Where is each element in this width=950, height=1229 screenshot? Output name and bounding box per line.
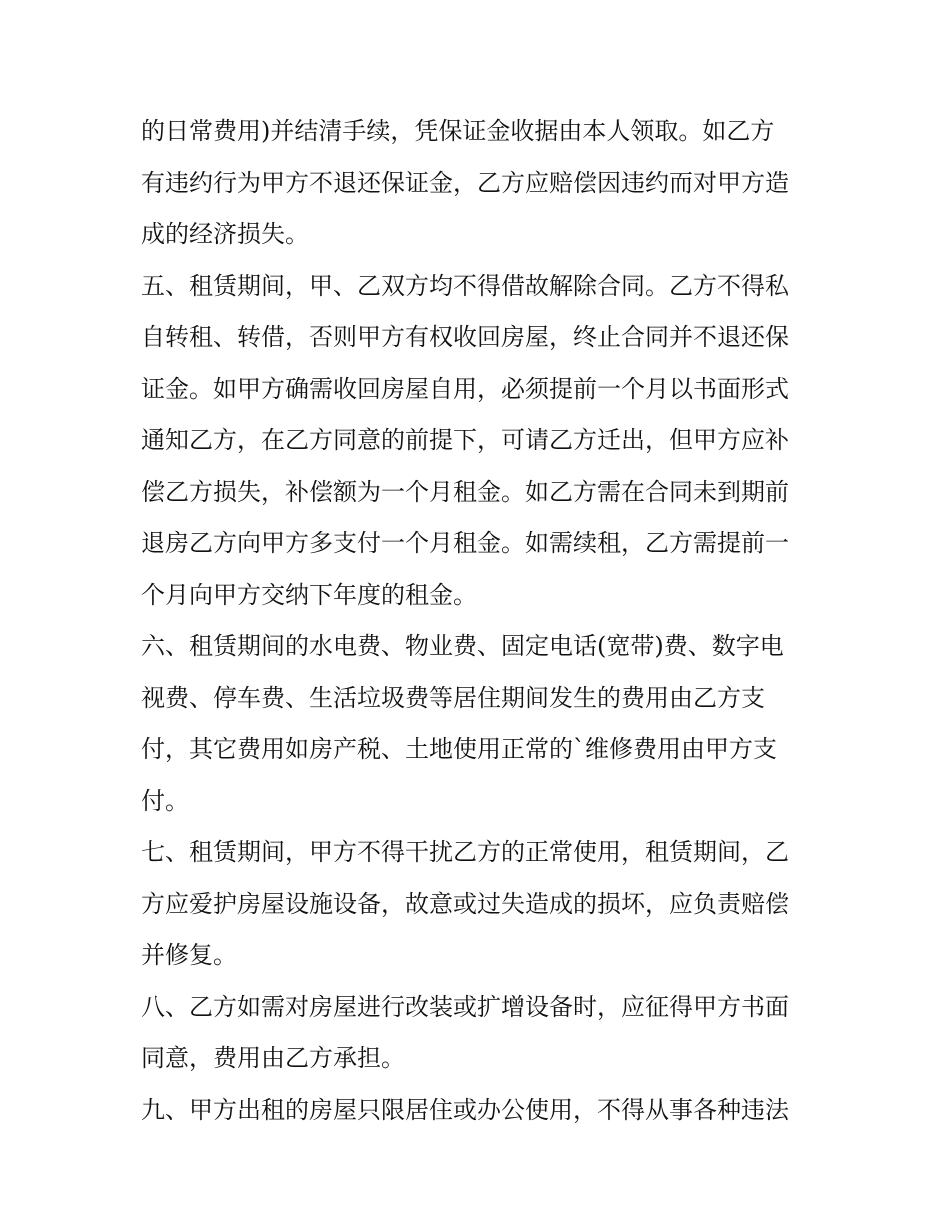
text-line: 偿乙方损失，补偿额为一个月租金。如乙方需在合同未到期前 [141, 477, 789, 506]
clause-6-line: 六、租赁期间的水电费、物业费、固定电话(宽带)费、数字电 [141, 632, 784, 660]
clause-8-line: 八、乙方如需对房屋进行改装或扩增设备时，应征得甲方书面 [141, 992, 789, 1021]
text-line: 付。 [141, 786, 189, 815]
text-line: 退房乙方向甲方多支付一个月租金。如需续租，乙方需提前一 [141, 529, 789, 557]
clause-7-line: 七、租赁期间，甲方不得干扰乙方的正常使用，租赁期间，乙 [141, 838, 789, 866]
text-line: 方应爱护房屋设施设备，故意或过失造成的损坏，应负责赔偿 [141, 889, 789, 918]
text-line: 成的经济损失。 [141, 220, 309, 248]
text-line: 有违约行为甲方不退还保证金，乙方应赔偿因违约而对甲方造 [141, 168, 789, 197]
text-line: 自转租、转借，否则甲方有权收回房屋，终止合同并不退还保 [141, 323, 789, 351]
text-line: 个月向甲方交纳下年度的租金。 [141, 580, 477, 609]
text-line: 并修复。 [141, 941, 237, 969]
text-line: 通知乙方，在乙方同意的前提下，可请乙方迁出，但甲方应补 [141, 426, 789, 454]
clause-5-line: 五、租赁期间，甲、乙双方均不得借故解除合同。乙方不得私 [141, 271, 789, 300]
clause-9-line: 九、甲方出租的房屋只限居住或办公使用，不得从事各种违法 [141, 1095, 789, 1124]
text-line: 证金。如甲方确需收回房屋自用，必须提前一个月以书面形式 [141, 374, 789, 403]
contract-text-body [141, 106, 821, 1136]
text-line: 视费、停车费、生活垃圾费等居住期间发生的费用由乙方支 [141, 683, 765, 712]
text-line: 同意，费用由乙方承担。 [141, 1044, 405, 1072]
text-line: 付，其它费用如房产税、土地使用正常的`维修费用由甲方支 [141, 735, 777, 763]
text-line: 的日常费用)并结清手续，凭保证金收据由本人领取。如乙方 [141, 117, 775, 145]
